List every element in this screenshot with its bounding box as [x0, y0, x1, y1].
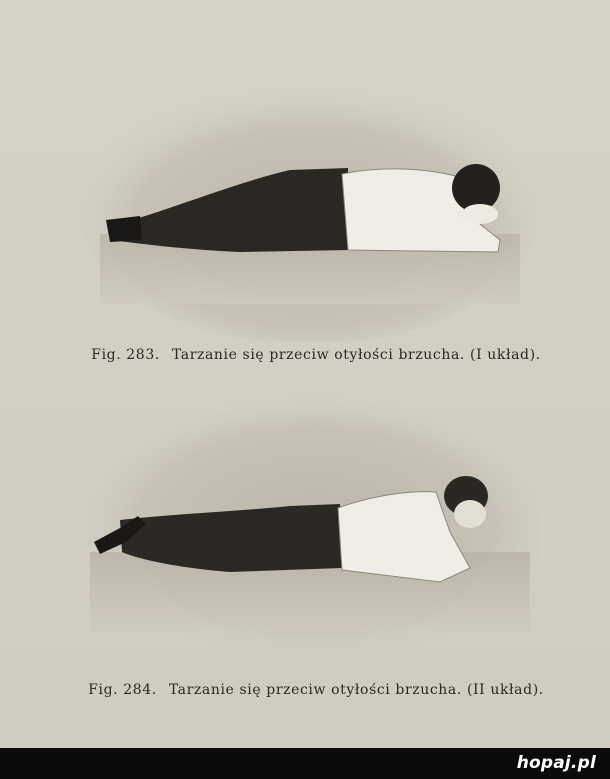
caption-figure-284: [0, 682, 610, 698]
figure-283-illustration: [80, 64, 540, 342]
figure-283-caption-text: Tarzanie się przeciw otyłości brzucha. (I układ).: [171, 347, 541, 363]
brand-logo[interactable]: hopaj.pl: [516, 753, 596, 773]
arm-figure-283: [462, 204, 498, 224]
figure-283-label: Fig. 283.: [91, 347, 160, 363]
figure-284-illustration: [80, 392, 540, 664]
caption-figure-283: [0, 347, 610, 363]
footer-bar: [0, 748, 610, 779]
shoes-figure-283: [106, 216, 142, 242]
figure-284-caption-text: Tarzanie się przeciw otyłości brzucha. (II układ).: [168, 682, 544, 698]
face-figure-284: [454, 500, 486, 528]
figure-284-label: Fig. 284.: [88, 682, 157, 698]
